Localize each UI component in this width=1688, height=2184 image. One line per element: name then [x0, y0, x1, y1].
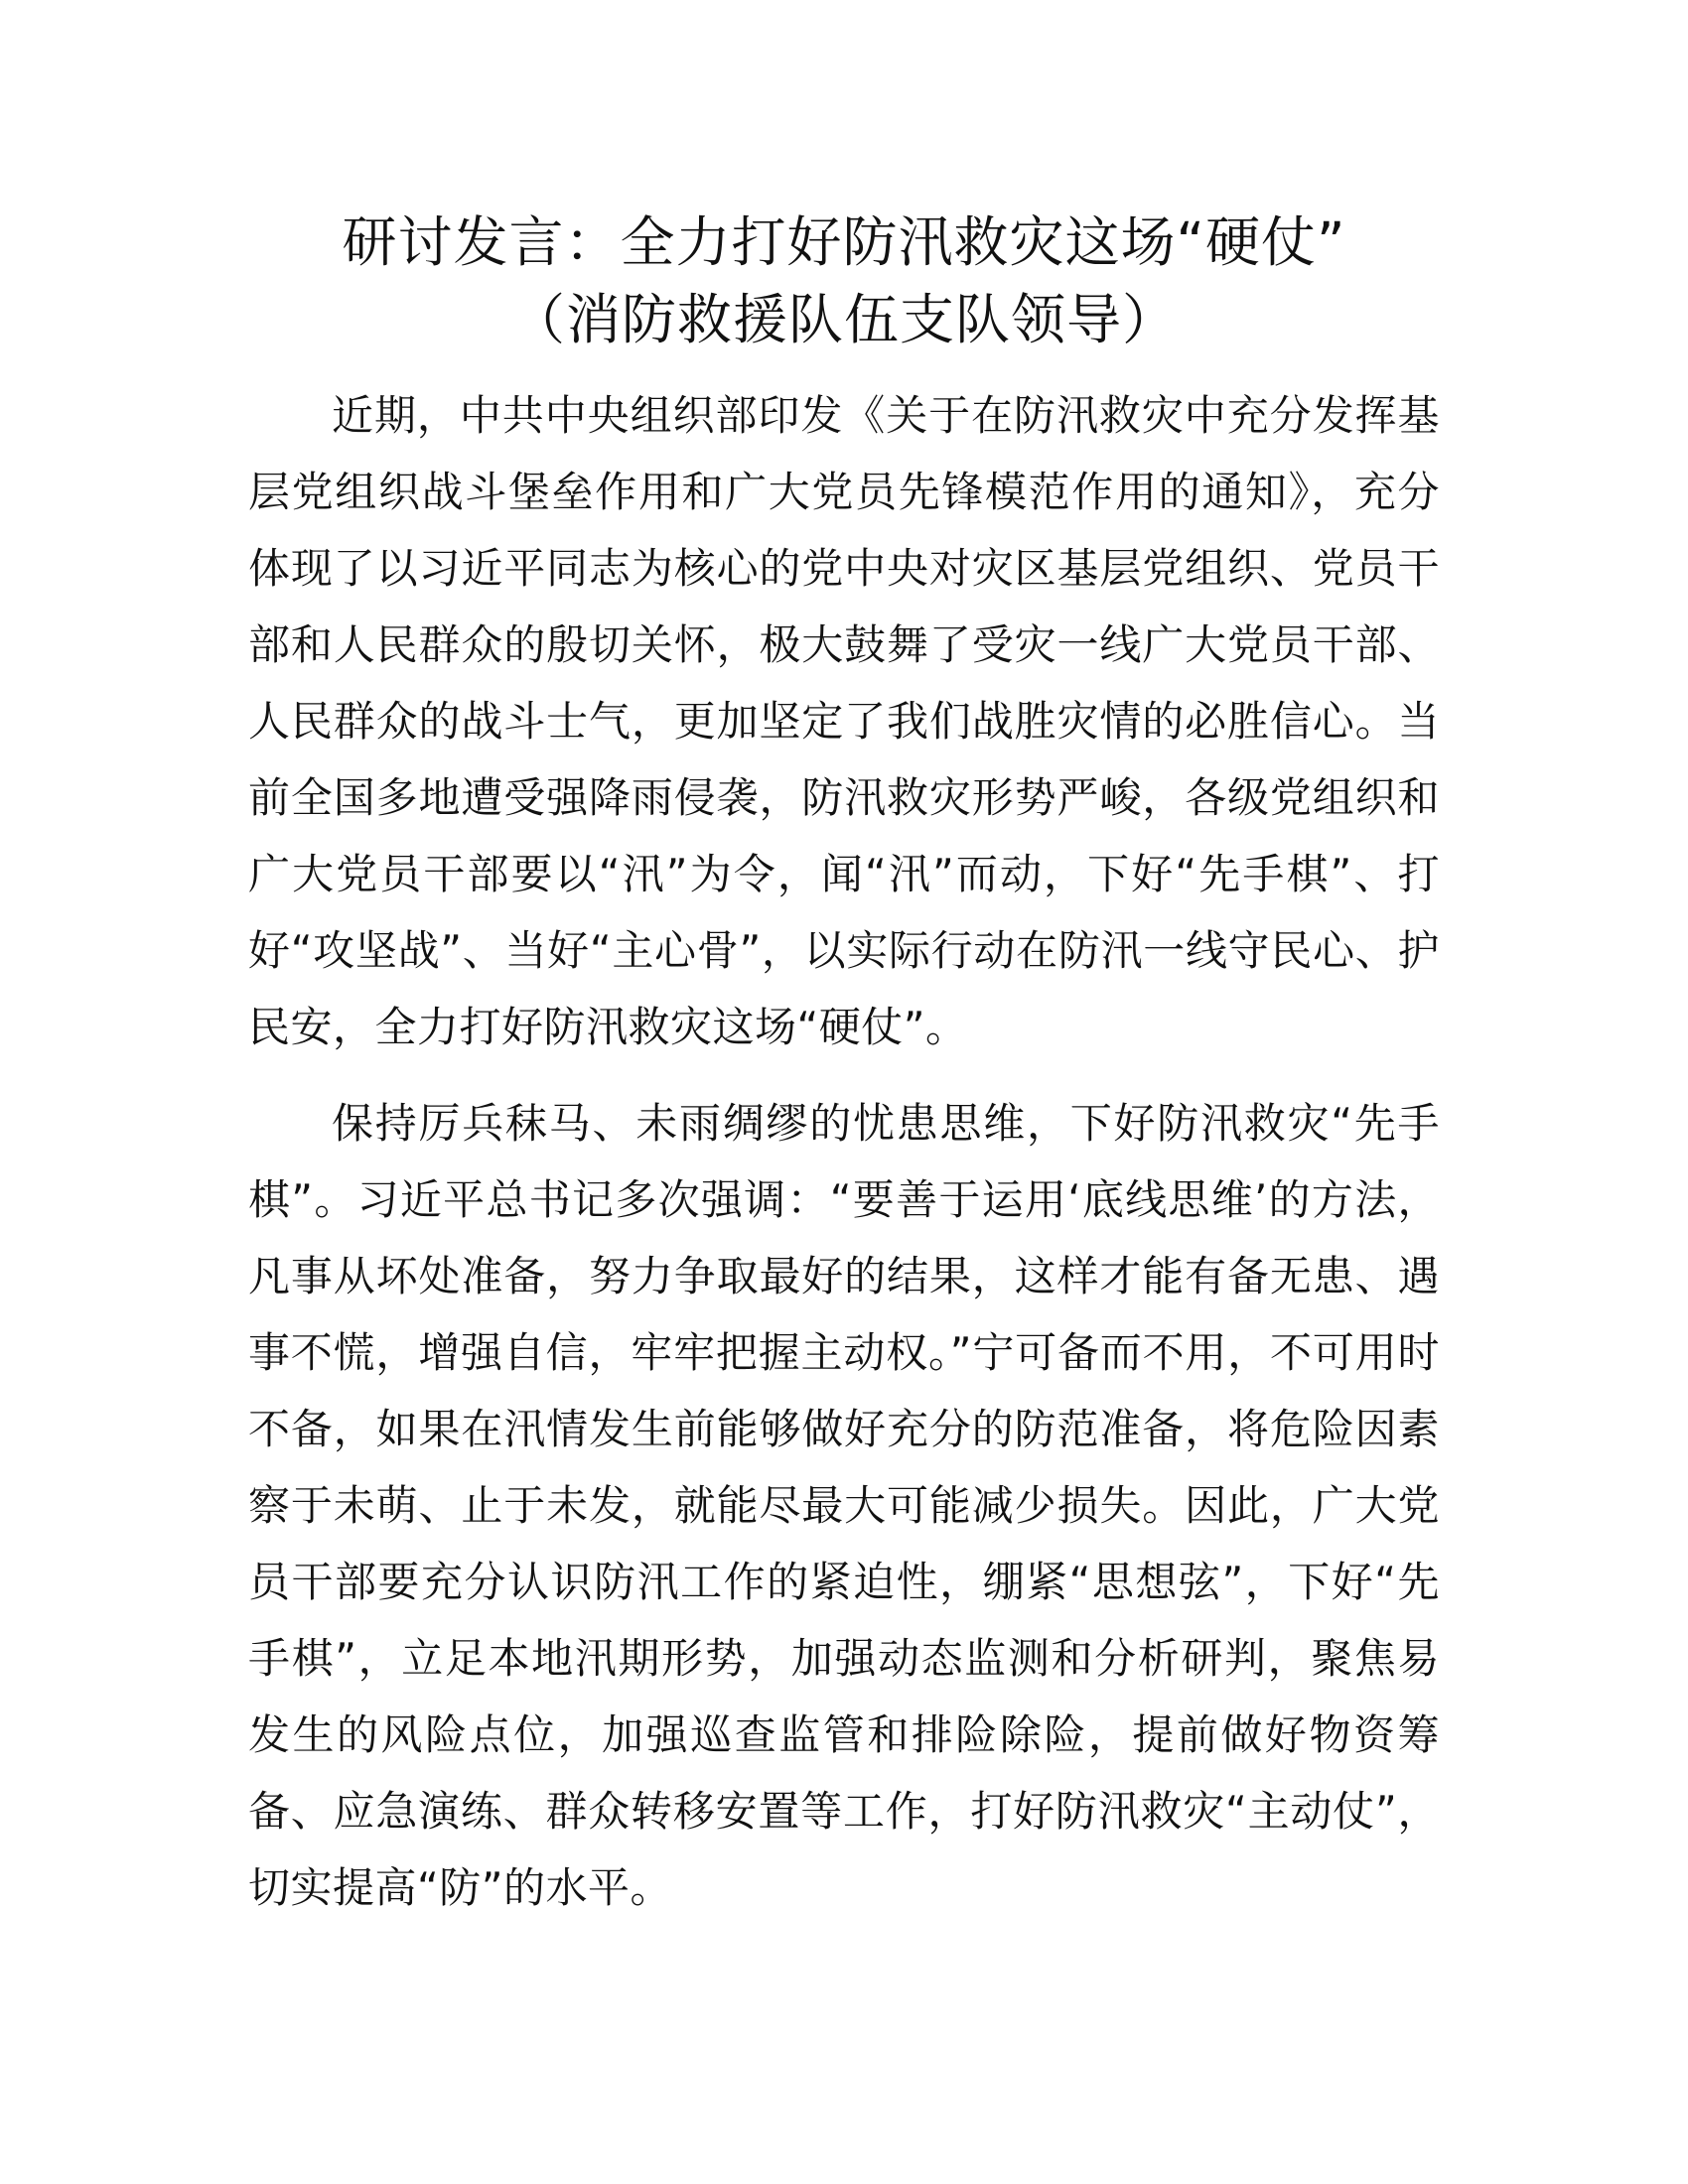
paragraph-1: 近期，中共中央组织部印发《关于在防汛救灾中充分发挥基层党组织战斗堡垒作用和广大党员先锋模范作用的通知》，充分体现了以习近平同志为核心的党中央对灾区基层党组织、党员干部和人民群众的殷切关怀，极大鼓舞了受灾一线广大党员干部、人民群众的战斗士气，更加坚定了我们战胜灾情的必胜信心。当前全国多地遭受强降雨侵袭，防汛救灾形势严峻，各级党组织和广大党员干部要以“汛”为令，闻“汛”而动，下好“先手棋”、打好“攻坚战”、当好“主心骨”，以实际行动在防汛一线守民心、护民安，全力打好防汛救灾这场“硬仗”。 [248, 391, 1440, 1051]
document-title: 研讨发言：全力打好防汛救灾这场“硬仗” [342, 210, 1346, 274]
title-block [0, 204, 1688, 358]
document-subtitle: （消防救援队伍支队领导） [509, 288, 1178, 351]
document-body [248, 377, 1440, 1946]
paragraph-2: 保持厉兵秣马、未雨绸缪的忧患思维，下好防汛救灾“先手棋”。习近平总书记多次强调：“要善于运用‘底线思维’的方法，凡事从坏处准备，努力争取最好的结果，这样才能有备无患、遇事不慌，增强自信，牢牢把握主动权。”宁可备而不用，不可用时不备，如果在汛情发生前能够做好充分的防范准备，将危险因素察于未萌、止于未发，就能尽最大可能减少损失。因此，广大党员干部要充分认识防汛工作的紧迫性，绷紧“思想弦”，下好“先手棋”，立足本地汛期形势，加强动态监测和分析研判，聚焦易发生的风险点位，加强巡查监管和排险除险，提前做好物资筹备、应急演练、群众转移安置等工作，打好防汛救灾“主动仗”，切实提高“防”的水平。 [248, 1099, 1440, 1912]
